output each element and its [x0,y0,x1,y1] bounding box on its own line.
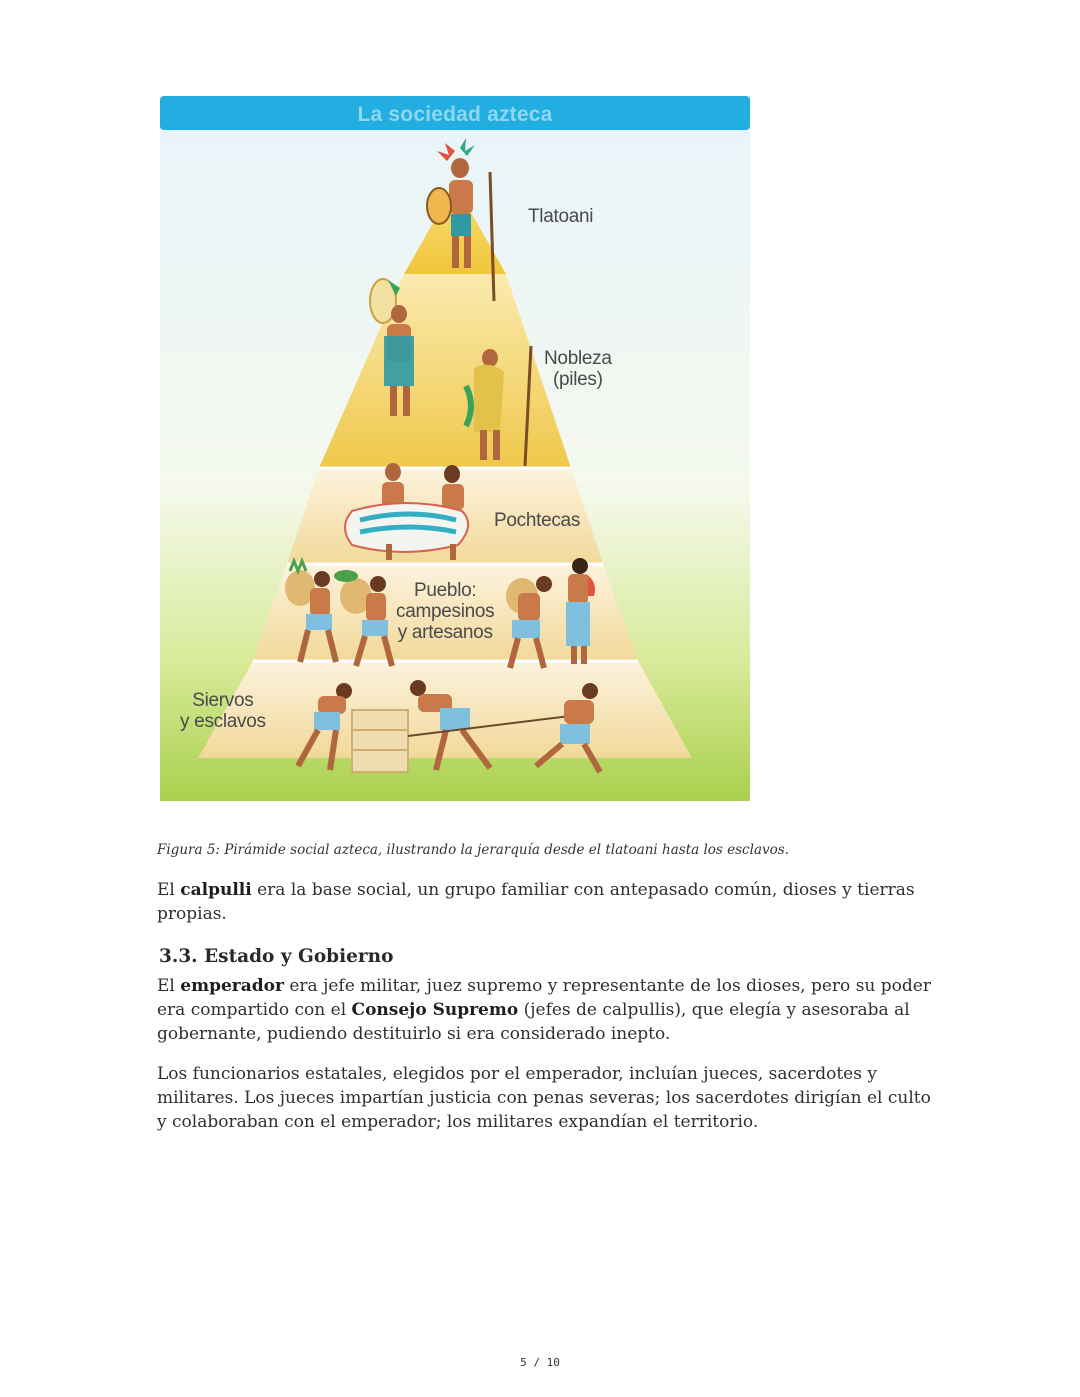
paragraph-funcionarios: Los funcionarios estatales, elegidos por el emperador, incluían jueces, sacerdotes y militares. Los jueces impartían justicia con penas severas; los sacerdotes dirigían el culto y colaboraban con el emperador; los militares expandían el territorio. [157,1064,931,1132]
text-run: era la base social, un grupo familiar con antepasado común, dioses y tierras propias. [157,880,915,924]
aztec-society-figure [160,96,750,801]
label-tlatoani: Tlatoani [528,206,594,227]
bold-term-emperador: emperador [180,976,284,996]
label-pueblo: Pueblo: campesinos y artesanos [396,580,495,643]
bold-term-calpulli: calpulli [180,880,252,900]
figure-caption: Figura 5: Pirámide social azteca, ilustrando la jerarquía desde el tlatoani hasta los esclavos. [157,842,789,858]
label-nobleza: Nobleza (piles) [544,348,612,390]
bold-term-consejo-supremo: Consejo Supremo [351,1000,519,1020]
text-run: El [157,976,181,996]
section-heading: 3.3. Estado y Gobierno [159,946,394,967]
label-pochtecas: Pochtecas [494,510,581,531]
text-run: era jefe militar, juez supremo y representante de los dioses, pero su poder era compartido con el [157,976,931,1020]
figure-title: La sociedad azteca [357,103,553,126]
paragraph-calpulli [157,878,937,926]
text-run: (jefes de calpullis), que elegía y asesoraba al gobernante, pudiendo destituirlo si era considerado inepto. [157,1000,910,1044]
page-number: 5 / 10 [520,1356,560,1369]
paragraph-emperador [157,974,937,1046]
label-siervos: Siervos y esclavos [180,690,266,732]
text-run: El [157,880,181,900]
